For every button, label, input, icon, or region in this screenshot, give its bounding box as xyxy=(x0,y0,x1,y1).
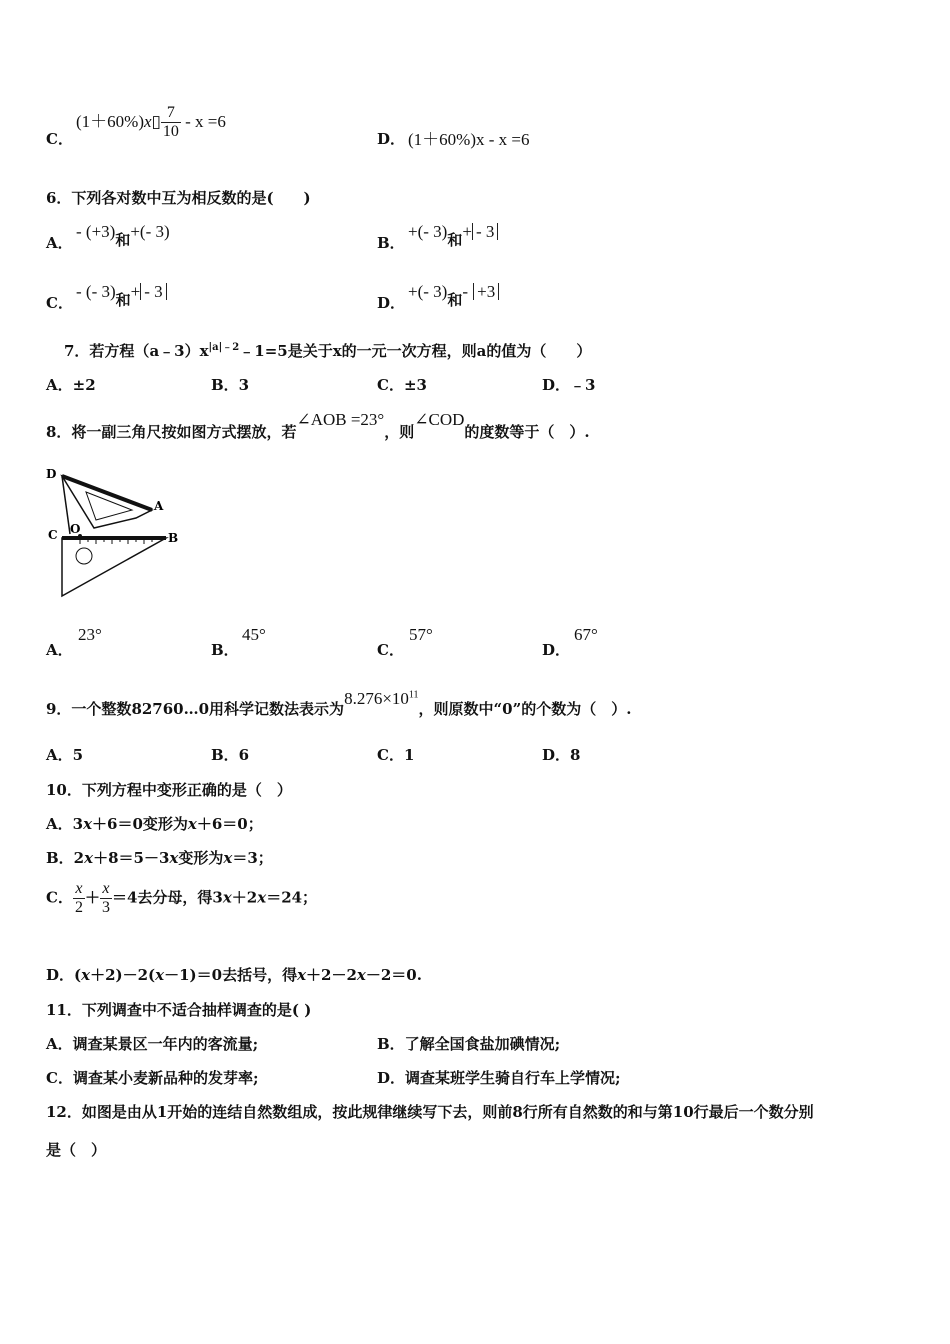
q6-option-b-expr xyxy=(408,221,498,249)
q10-option-a xyxy=(46,813,263,834)
q6-d-left: +(- 3) xyxy=(408,282,448,301)
q10-d-m2: －1)＝0去括号，得 xyxy=(164,966,298,984)
q10-b-pre: B．2 xyxy=(46,849,85,867)
q9-sci-base: 8.276×10 xyxy=(344,689,409,708)
q10-option-c xyxy=(46,880,317,917)
q6-c-he: 和 xyxy=(115,291,131,309)
q10-a-mid: ＋6＝0变形为 xyxy=(92,815,188,833)
q9-sci-notation xyxy=(344,689,418,708)
q6-a-right: +(- 3) xyxy=(130,222,170,241)
q5-option-c-label: C． xyxy=(46,130,73,148)
q6-option-d-label: D． xyxy=(377,294,406,312)
q8-option-c-label: C． xyxy=(377,641,404,659)
q6-option-c-label: C． xyxy=(46,294,73,312)
q6-d-he: 和 xyxy=(447,291,463,309)
q11-option-c: C．调查某小麦新品种的发芽率; xyxy=(46,1069,259,1087)
q11-stem: 11．下列调查中不适合抽样调查的是( ) xyxy=(46,1001,312,1019)
q10-a-post: ＋6＝0； xyxy=(196,815,263,833)
q10-d-x2: x xyxy=(155,966,165,984)
q5-c-frac-num: 7 xyxy=(166,104,175,121)
q6-d-minus: - xyxy=(462,282,469,301)
q10-c-num2: x xyxy=(102,880,110,897)
q8-option-d-value: 67° xyxy=(574,625,598,644)
q10-b-post: ＝3； xyxy=(232,849,273,867)
q7-stem-post: ﹣1=5是关于x的一元一次方程，则a的值为（ ） xyxy=(239,342,592,360)
q5-option-d-label: D． xyxy=(377,130,406,148)
q8-angle-cod: ∠COD xyxy=(414,410,465,429)
q6-b-he: 和 xyxy=(447,231,463,249)
q6-option-a-expr xyxy=(76,221,170,249)
q11-option-a: A．调查某景区一年内的客流量; xyxy=(46,1035,259,1053)
q8-lower-circle xyxy=(76,548,92,564)
q7-option-d: D．﹣3 xyxy=(542,376,596,394)
q5-option-c-expr xyxy=(76,104,226,141)
q6-option-c-expr xyxy=(76,281,167,309)
q8-stem-post: 的度数等于（ ）. xyxy=(464,423,590,441)
q8-label-d: D xyxy=(46,467,57,481)
q8-upper-set-square xyxy=(62,476,152,528)
q5-option-d-expr: (1＋60%)x - x =6 xyxy=(408,130,530,149)
q5-c-expr-left: (1＋60%) xyxy=(76,112,144,131)
q6-c-plus: + xyxy=(130,282,141,301)
q10-d-x1: x xyxy=(81,966,91,984)
q9-stem-pre: 9．一个整数82760…0用科学记数法表示为 xyxy=(46,700,345,718)
q10-a-pre: A．3 xyxy=(46,815,84,833)
q7-stem-exponent: |a|﹣2 xyxy=(208,342,240,353)
q8-option-a-label: A． xyxy=(46,641,73,659)
q8-label-a: A xyxy=(154,499,164,513)
q8-triangle-ruler-figure xyxy=(40,458,190,603)
q12-stem-line1: 12．如图是由从1开始的连结自然数组成，按此规律继续写下去，则前8行所有自然数的和与第10行最后一个数分别 xyxy=(46,1103,814,1121)
q5-c-fraction xyxy=(161,104,181,141)
q10-d-m1: ＋2)－2( xyxy=(90,966,156,984)
q5-c-placeholder-box: ▯ xyxy=(151,112,161,131)
q9-stem xyxy=(46,689,632,719)
q7-option-c: C．±3 xyxy=(377,376,427,394)
q10-b-mid1: ＋8＝5－3 xyxy=(93,849,170,867)
q12-stem-line2: 是（ ） xyxy=(46,1141,107,1159)
q7-stem xyxy=(64,338,591,361)
q6-b-left: +(- 3) xyxy=(408,222,448,241)
q10-c-post: ＝24； xyxy=(266,888,318,907)
q10-c-x1: x xyxy=(222,888,232,907)
q10-option-b xyxy=(46,847,273,868)
q5-c-frac-den: 10 xyxy=(162,123,179,140)
q8-angle-aob: ∠AOB =23° xyxy=(296,410,385,429)
q9-option-b: B．6 xyxy=(211,746,250,764)
q10-b-x2: x xyxy=(169,849,179,867)
q10-c-den2: 3 xyxy=(101,899,110,916)
q8-od-line xyxy=(62,476,70,534)
q8-upper-thick-edge xyxy=(62,476,152,510)
q8-lower-triangle xyxy=(62,538,166,596)
q6-d-abs: +3 xyxy=(473,283,499,300)
q6-option-b-label: B． xyxy=(377,234,405,252)
q10-a-x1: x xyxy=(83,815,93,833)
q10-c-num1: x xyxy=(75,880,83,897)
q10-b-x1: x xyxy=(84,849,94,867)
q10-c-mid2: ＋2 xyxy=(231,888,258,907)
q10-d-m3: ＋2－2 xyxy=(306,966,357,984)
q10-d-x4: x xyxy=(356,966,366,984)
q8-label-o: O xyxy=(70,522,81,536)
q9-option-c: C．1 xyxy=(377,746,415,764)
q8-option-b-value: 45° xyxy=(242,625,266,644)
q8-upper-inner-triangle xyxy=(86,492,132,520)
q8-stem-pre: 8．将一副三角尺按如图方式摆放，若 xyxy=(46,423,297,441)
q10-b-mid2: 变形为 xyxy=(178,849,224,867)
q10-c-x2: x xyxy=(257,888,267,907)
q8-option-d-label: D． xyxy=(542,641,571,659)
q8-option-b-label: B． xyxy=(211,641,239,659)
q9-option-d: D．8 xyxy=(542,746,581,764)
q10-b-x3: x xyxy=(223,849,233,867)
q8-option-c-value: 57° xyxy=(409,625,433,644)
q6-option-a-label: A． xyxy=(46,234,73,252)
q8-label-c: C xyxy=(48,528,58,542)
q6-option-d-expr xyxy=(408,281,499,309)
q10-c-frac2 xyxy=(100,880,112,917)
q6-c-abs: - 3 xyxy=(140,283,166,300)
q11-option-d: D．调查某班学生骑自行车上学情况; xyxy=(377,1069,621,1087)
q10-option-d xyxy=(46,964,422,985)
q8-stem xyxy=(46,410,590,442)
q10-c-plus: ＋ xyxy=(84,888,100,907)
q8-stem-mid: ，则 xyxy=(384,423,415,441)
q10-d-post: －2＝0. xyxy=(365,966,422,984)
q6-a-left: - (+3) xyxy=(76,222,116,241)
q7-stem-pre: 7．若方程（a﹣3）x xyxy=(64,342,209,360)
q10-c-frac1 xyxy=(73,880,85,917)
q5-c-x: x xyxy=(143,112,152,131)
q7-option-b: B．3 xyxy=(211,376,250,394)
q6-a-he: 和 xyxy=(115,231,131,249)
q9-stem-post: ，则原数中“0”的个数为（ ）. xyxy=(418,700,632,718)
q10-d-x3: x xyxy=(297,966,307,984)
q10-d-pre: D．( xyxy=(46,966,82,984)
q6-stem: 6．下列各对数中互为相反数的是( ) xyxy=(46,189,311,207)
q6-c-left: - (- 3) xyxy=(76,282,116,301)
q10-stem: 10．下列方程中变形正确的是（ ） xyxy=(46,781,292,799)
q10-c-mid: ＝4去分母，得3 xyxy=(111,888,223,907)
q9-option-a: A．5 xyxy=(46,746,84,764)
q11-option-b: B．了解全国食盐加碘情况; xyxy=(377,1035,561,1053)
q8-label-b: B xyxy=(168,531,179,545)
q6-b-plus: + xyxy=(462,222,472,241)
q8-option-a-value: 23° xyxy=(78,625,102,644)
q6-b-abs: - 3 xyxy=(472,223,498,240)
q7-option-a: A．±2 xyxy=(46,376,96,394)
q9-sci-exp: 11 xyxy=(408,689,419,701)
q5-c-expr-right: - x =6 xyxy=(180,112,226,131)
q10-c-label: C． xyxy=(46,888,73,907)
q10-c-den1: 2 xyxy=(74,899,83,916)
q10-a-x2: x xyxy=(187,815,197,833)
